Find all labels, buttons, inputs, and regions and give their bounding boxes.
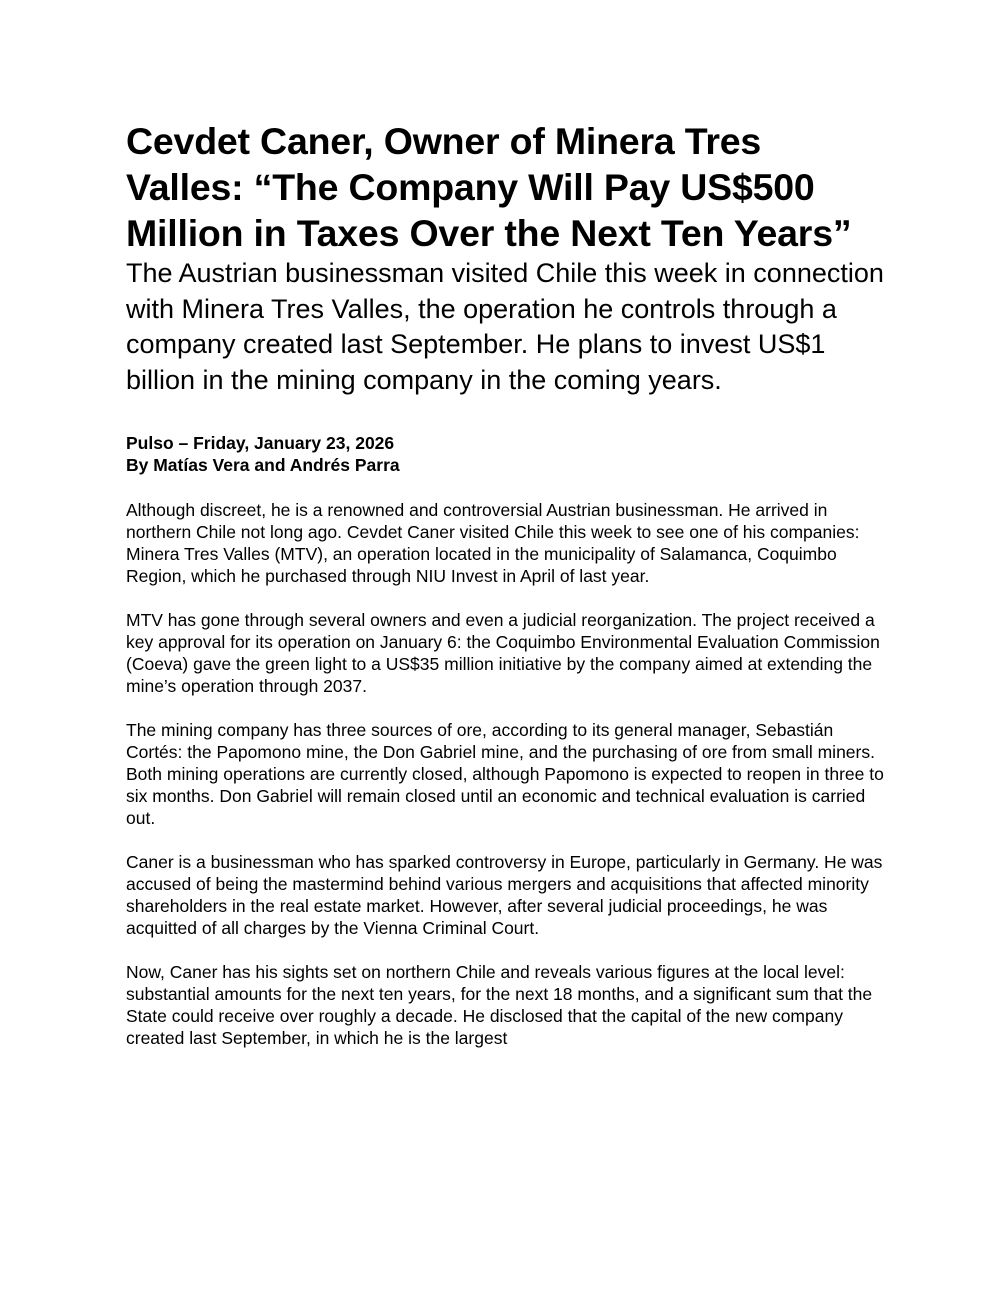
byline (126, 432, 886, 476)
article (126, 118, 886, 1071)
paragraph: The mining company has three sources of ore, according to its general manager, Sebastián Cortés: the Papomono mine, the Don Gabriel mine, and the purchasing of ore from small miners. Both mining operations are currently closed, although Papomono is expected to reopen in three to six months. Don Gabriel will remain closed until an economic and technical evaluation is carried out. (126, 720, 884, 828)
paragraph: Although discreet, he is a renowned and controversial Austrian businessman. He arrived in northern Chile not long ago. Cevdet Caner visited Chile this week to see one of his companies: Minera Tres Valles (MTV), an operation located in the municipality of Salamanca, Coquimbo Region, which he purchased through NIU Invest in April of last year. (126, 500, 860, 586)
paragraph: Now, Caner has his sights set on northern Chile and reveals various figures at the local level: substantial amounts for the next ten years, for the next 18 months, and a significant sum that the State could receive over roughly a decade. He disclosed that the capital of the new company created last September, in which he is the largest (126, 962, 873, 1048)
article-body (126, 499, 886, 1049)
paragraph: MTV has gone through several owners and even a judicial reorganization. The project received a key approval for its operation on January 6: the Coquimbo Environmental Evaluation Commission (Coeva) gave the green light to a US$35 million initiative by the company aimed at extending the mine’s operation through 2037. (126, 610, 880, 696)
paragraph: Caner is a businessman who has sparked controversy in Europe, particularly in Germany. He was accused of being the mastermind behind various mergers and acquisitions that affected minority shareholders in the real estate market. However, after several judicial proceedings, he was acquitted of all charges by the Vienna Criminal Court. (126, 852, 883, 938)
subheadline: The Austrian businessman visited Chile this week in connection with Minera Tres Valles, the operation he controls through a company created last September. He plans to invest US$1 billion in the mining company in the coming years. (126, 258, 884, 395)
headline: Cevdet Caner, Owner of Minera Tres Valles: “The Company Will Pay US$500 Million in Taxes Over the Next Ten Years” (126, 120, 852, 254)
dateline: Pulso – Friday, January 23, 2026 (126, 433, 395, 453)
authors: By Matías Vera and Andrés Parra (126, 455, 400, 475)
